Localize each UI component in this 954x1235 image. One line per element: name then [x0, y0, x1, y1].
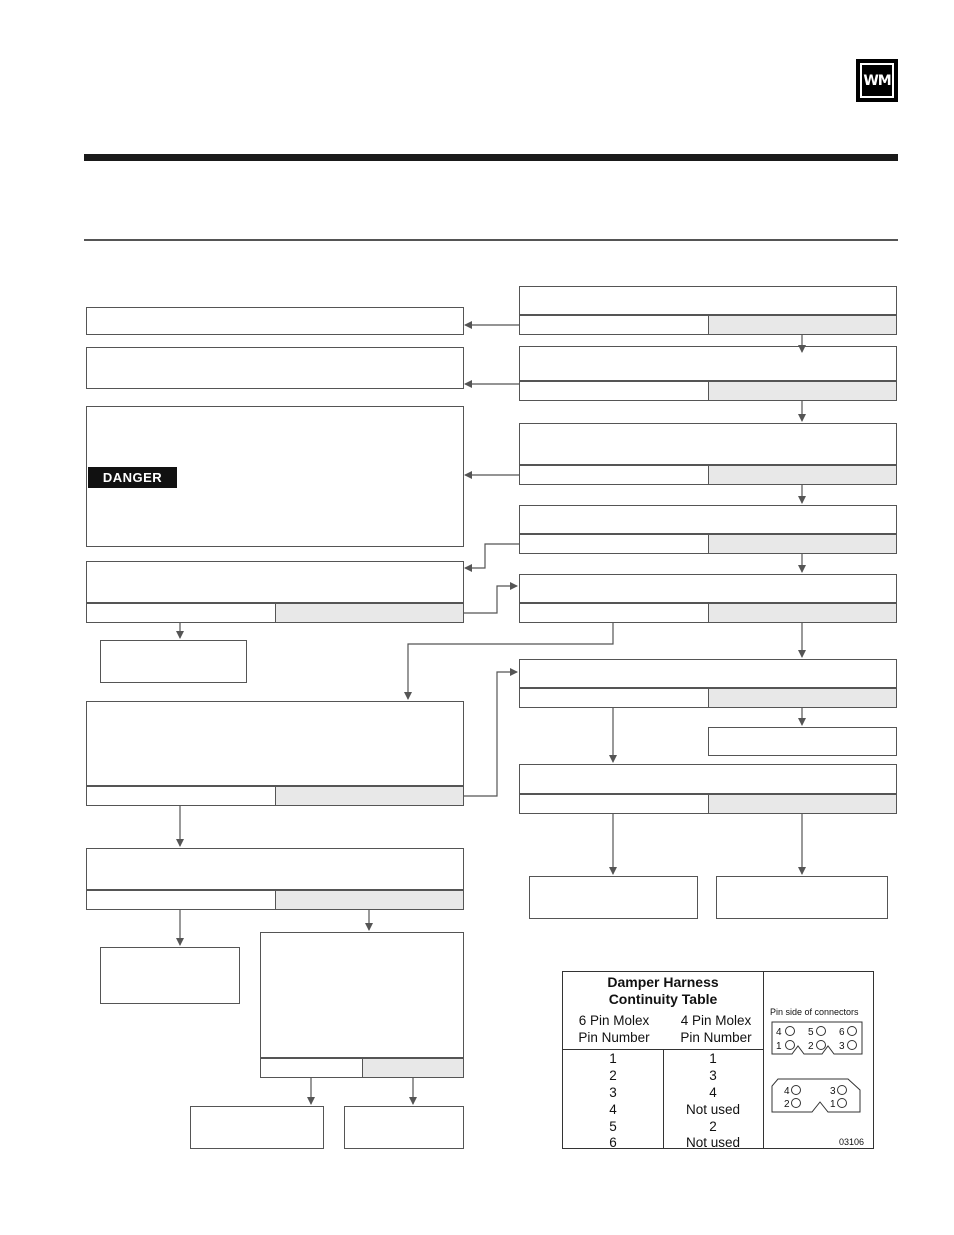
pin-number: 1 — [830, 1099, 836, 1110]
table-cell: 2 — [609, 1068, 617, 1083]
table-cell: 4 — [609, 1102, 617, 1117]
arrow-r4-l4 — [465, 544, 519, 568]
arrow-l4-r5 — [464, 586, 517, 613]
table-divider-figure — [763, 972, 764, 1148]
table-title-line1: Damper Harness — [607, 974, 719, 990]
table-cell: 3 — [609, 1085, 617, 1100]
connector-diagrams — [768, 1018, 872, 1138]
pin-side-label: Pin side of connectors — [770, 1007, 859, 1017]
table-cell: 1 — [609, 1051, 617, 1066]
col2-header-line1: 4 Pin Molex — [680, 1013, 752, 1028]
logo-mark: WM — [860, 63, 894, 98]
table-cell: 3 — [709, 1068, 717, 1083]
pin-number: 2 — [808, 1041, 814, 1052]
table-cell: 4 — [709, 1085, 717, 1100]
col2-header-line2: Pin Number — [680, 1030, 752, 1045]
table-title-line2: Continuity Table — [608, 991, 718, 1007]
pin-number: 4 — [776, 1027, 782, 1038]
continuity-table — [562, 971, 874, 1149]
pin-number: 2 — [784, 1099, 790, 1110]
pin-number: 3 — [830, 1086, 836, 1097]
table-cell: 5 — [609, 1119, 617, 1134]
table-cell: 1 — [709, 1051, 717, 1066]
pin-number: 1 — [776, 1041, 782, 1052]
figure-code: 03106 — [839, 1137, 865, 1147]
col1-header-line2: Pin Number — [578, 1030, 650, 1045]
table-cell: Not used — [685, 1135, 741, 1150]
pin-number: 6 — [839, 1027, 845, 1038]
pin-number: 5 — [808, 1027, 814, 1038]
arrow-l5-r6 — [464, 672, 517, 796]
danger-label: DANGER — [88, 467, 177, 488]
table-cell: 2 — [709, 1119, 717, 1134]
col1-header-line1: 6 Pin Molex — [578, 1013, 650, 1028]
pin-number: 4 — [784, 1086, 790, 1097]
arrow-r5-l5 — [408, 623, 613, 699]
table-cell: Not used — [685, 1102, 741, 1117]
pin-number: 3 — [839, 1041, 845, 1052]
table-cell: 6 — [609, 1135, 617, 1150]
